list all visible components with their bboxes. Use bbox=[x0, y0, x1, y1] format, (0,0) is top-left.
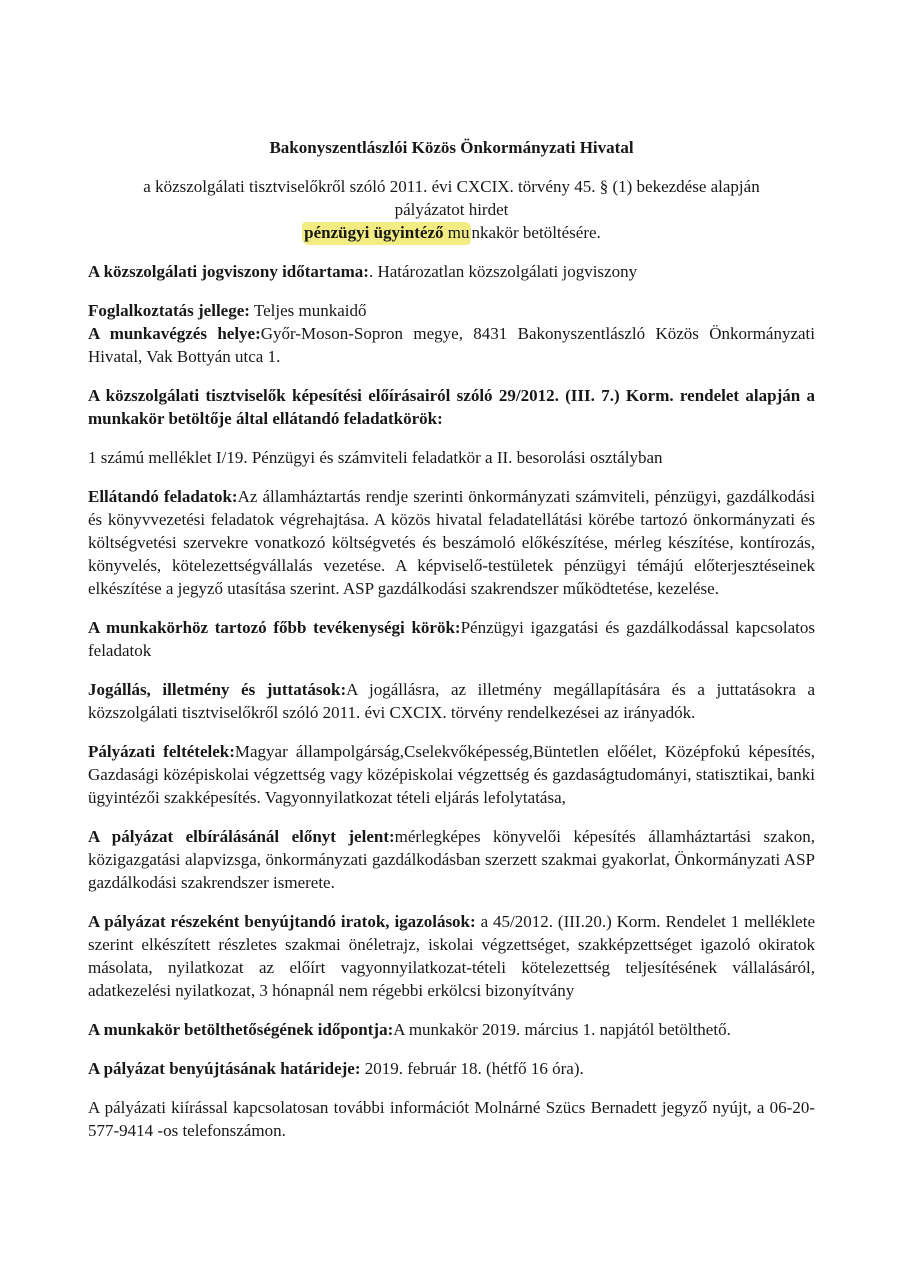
label-required-documents: A pályázat részeként benyújtandó iratok, igazolások: bbox=[88, 912, 476, 931]
intro-line-statute: a közszolgálati tisztviselőkről szóló 2011. évi CXCIX. törvény 45. § (1) bekezdése alapján bbox=[143, 177, 760, 196]
text-advantages: mérlegképes könyvelői képesítés államháztartási szakon, közigazgatási alapvizsga, önkormányzati gazdálkodásban szerzett szakmai gyakorlat, Önkormányzati ASP gazdálkodási szakrendszer ismerete. bbox=[88, 827, 815, 892]
highlighted-term bbox=[302, 222, 471, 245]
label-application-requirements: Pályázati feltételek: bbox=[88, 742, 235, 761]
text-employment-type: Teljes munkaidő bbox=[249, 301, 367, 320]
para-main-activity-areas bbox=[88, 616, 815, 662]
para-required-documents bbox=[88, 910, 815, 1002]
para-application-requirements bbox=[88, 740, 815, 809]
label-application-deadline: A pályázat benyújtásának határideje: bbox=[88, 1059, 361, 1078]
label-legal-status-salary: Jogállás, illetmény és juttatások: bbox=[88, 680, 347, 699]
text-required-documents: a 45/2012. (III.20.) Korm. Rendelet 1 melléklete szerint elkészített részletes szakmai önéletrajz, iskolai végzettséget, szakképzettséget igazoló okiratok másolata, nyilatkozat az előírt vagyonnyilatkozat-tételi kötelezettség teljesítésének vállalásáról, adatkezelési nyilatkozat, 3 hónapnál nem régebbi erkölcsi bizonyítvány bbox=[88, 912, 815, 1000]
text-annex-classification: 1 számú melléklet I/19. Pénzügyi és számviteli feladatkör a II. besorolási osztályban bbox=[88, 448, 663, 467]
document-title: Bakonyszentlászlói Közös Önkormányzati Hivatal bbox=[269, 138, 634, 157]
label-main-activity-areas: A munkakörhöz tartozó főbb tevékenységi körök: bbox=[88, 618, 461, 637]
text-position-start-date: A munkakör 2019. március 1. napjától betölthető. bbox=[393, 1020, 731, 1039]
para-annex-classification bbox=[88, 446, 815, 469]
position-name-bold: pénzügyi ügyintéző bbox=[304, 223, 444, 242]
intro-line-position bbox=[88, 221, 815, 244]
highlight-tail: mu bbox=[443, 223, 470, 242]
para-position-start-date bbox=[88, 1018, 815, 1041]
text-work-location: Győr-Moson-Sopron megye, 8431 Bakonyszentlászló Közös Önkormányzati Hivatal, Vak Bottyán utca 1. bbox=[88, 324, 816, 366]
text-application-requirements: Magyar állampolgárság,Cselekvőképesség,Büntetlen előélet, Középfokú képesítés, Gazdasági középiskolai végzettség vagy középiskolai végzettség és gazdaságtudományi, statisztikai, banki ügyintézői szakképesítés. Vagyonnyilatkozat tételi eljárás lefolytatása, bbox=[88, 742, 815, 807]
label-position-start-date: A munkakör betölthetőségének időpontja: bbox=[88, 1020, 394, 1039]
para-advantages bbox=[88, 825, 815, 894]
label-work-location: A munkavégzés helye: bbox=[88, 324, 261, 343]
para-contact-info bbox=[88, 1096, 815, 1142]
para-legal-relationship-duration bbox=[88, 260, 815, 283]
text-legal-status-salary: A jogállásra, az illetmény megállapítására és a juttatásokra a közszolgálati tisztviselőkről szóló 2011. évi CXCIX. törvény rendelkezései az irányadók. bbox=[88, 680, 815, 722]
label-legal-relationship-duration: A közszolgálati jogviszony időtartama: bbox=[88, 262, 369, 281]
label-employment-type: Foglalkoztatás jellege: bbox=[88, 301, 250, 320]
label-qualification-regulation: A közszolgálati tisztviselők képesítési előírásairól szóló 29/2012. (III. 7.) Korm. rendelet alapján a munkakör betöltője által ellátandó feladatkörök: bbox=[88, 386, 815, 428]
text-application-deadline: 2019. február 18. (hétfő 16 óra). bbox=[360, 1059, 584, 1078]
text-legal-relationship-duration: . Határozatlan közszolgálati jogviszony bbox=[368, 262, 638, 281]
label-advantages: A pályázat elbírálásánál előnyt jelent: bbox=[88, 827, 395, 846]
para-legal-status-salary bbox=[88, 678, 815, 724]
text-main-activity-areas: Pénzügyi igazgatási és gazdálkodással kapcsolatos feladatok bbox=[88, 618, 815, 660]
label-duties: Ellátandó feladatok: bbox=[88, 487, 238, 506]
para-qualification-regulation-heading bbox=[88, 384, 815, 430]
text-duties: Az államháztartás rendje szerinti önkormányzati számviteli, pénzügyi, gazdálkodási és könyvvezetési feladatok végrehajtása. A közös hivatal feladatellátási körébe tartozó önkormányzati és költségvetési szervekre vonatkozó költségvetés és beszámoló előkészítése, mérleg készítése, kontírozás, könyvelés, kötelezettségvállalás vezetése. A képviselő-testületek pénzügyi témájú előterjesztéseinek elkészítése a jegyző utasítása szerint. ASP gazdálkodási szakrendszer működtetése, kezelése. bbox=[88, 487, 815, 598]
text-contact-info: A pályázati kiírással kapcsolatosan további információt Molnárné Szücs Bernadett jegyző nyújt, a 06-20-577-9414 -os telefonszámon. bbox=[88, 1098, 815, 1140]
para-employment-type-and-location bbox=[88, 299, 815, 368]
para-duties bbox=[88, 485, 815, 600]
intro-line-announce: pályázatot hirdet bbox=[394, 200, 509, 219]
intro-paragraph bbox=[88, 175, 815, 244]
para-application-deadline bbox=[88, 1057, 815, 1080]
position-line-rest: nkakör betöltésére. bbox=[471, 223, 601, 242]
